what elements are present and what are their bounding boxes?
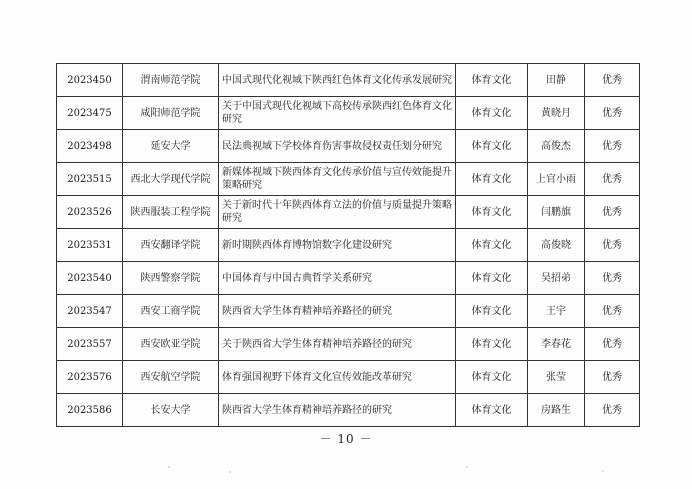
- cell-category: 体育文化: [456, 97, 528, 130]
- cell-category: 体育文化: [456, 295, 528, 328]
- results-table-body: [57, 64, 640, 427]
- table-row: [57, 64, 640, 97]
- cell-category: 体育文化: [456, 163, 528, 196]
- cell-title: 新媒体视域下陕西体育文化传承价值与宣传效能提升策略研究: [219, 163, 456, 196]
- cell-project-id: 2023531: [57, 229, 123, 262]
- cell-level: 优秀: [585, 328, 640, 361]
- cell-category: 体育文化: [456, 328, 528, 361]
- cell-category: 体育文化: [456, 130, 528, 163]
- cell-title: 关于陕西省大学生体育精神培养路径的研究: [219, 328, 456, 361]
- cell-title: 中国式现代化视域下陕西红色体育文化传承发展研究: [219, 64, 456, 97]
- cell-project-id: 2023586: [57, 394, 123, 427]
- cell-title: 关于中国式现代化视域下高校传承陕西红色体育文化研究: [219, 97, 456, 130]
- cell-person: 闫鹏旗: [528, 196, 585, 229]
- cell-project-id: 2023576: [57, 361, 123, 394]
- table-row: [57, 229, 640, 262]
- cell-person: 房路生: [528, 394, 585, 427]
- cell-title: 关于新时代十年陕西体育立法的价值与质量提升策略研究: [219, 196, 456, 229]
- cell-school: 渭南师范学院: [123, 64, 219, 97]
- scan-speck: [168, 466, 170, 468]
- cell-title: 中国体育与中国古典哲学关系研究: [219, 262, 456, 295]
- cell-category: 体育文化: [456, 262, 528, 295]
- scan-speck: [229, 471, 231, 473]
- cell-school: 西北大学现代学院: [123, 163, 219, 196]
- cell-person: 张莹: [528, 361, 585, 394]
- cell-school: 长安大学: [123, 394, 219, 427]
- table-row: [57, 328, 640, 361]
- cell-level: 优秀: [585, 262, 640, 295]
- cell-school: 咸阳师范学院: [123, 97, 219, 130]
- cell-person: 黄晓月: [528, 97, 585, 130]
- cell-level: 优秀: [585, 130, 640, 163]
- cell-category: 体育文化: [456, 361, 528, 394]
- cell-person: 田静: [528, 64, 585, 97]
- cell-project-id: 2023450: [57, 64, 123, 97]
- cell-school: 西安欧亚学院: [123, 328, 219, 361]
- cell-project-id: 2023526: [57, 196, 123, 229]
- cell-project-id: 2023515: [57, 163, 123, 196]
- cell-category: 体育文化: [456, 196, 528, 229]
- cell-title: 陕西省大学生体育精神培养路径的研究: [219, 394, 456, 427]
- table-row: [57, 394, 640, 427]
- table-row: [57, 163, 640, 196]
- cell-school: 陕西服装工程学院: [123, 196, 219, 229]
- table-row: [57, 97, 640, 130]
- results-table: [56, 63, 640, 427]
- cell-school: 西安工商学院: [123, 295, 219, 328]
- cell-level: 优秀: [585, 163, 640, 196]
- table-row: [57, 196, 640, 229]
- cell-project-id: 2023547: [57, 295, 123, 328]
- cell-person: 高俊杰: [528, 130, 585, 163]
- cell-level: 优秀: [585, 64, 640, 97]
- cell-project-id: 2023557: [57, 328, 123, 361]
- cell-level: 优秀: [585, 229, 640, 262]
- table-row: [57, 295, 640, 328]
- table-row: [57, 262, 640, 295]
- cell-school: 西安航空学院: [123, 361, 219, 394]
- cell-level: 优秀: [585, 196, 640, 229]
- cell-title: 新时期陕西体育博物馆数字化建设研究: [219, 229, 456, 262]
- cell-person: 李春花: [528, 328, 585, 361]
- cell-school: 西安翻译学院: [123, 229, 219, 262]
- cell-level: 优秀: [585, 361, 640, 394]
- cell-title: 民法典视域下学校体育伤害事故侵权责任划分研究: [219, 130, 456, 163]
- cell-project-id: 2023475: [57, 97, 123, 130]
- cell-person: 王宇: [528, 295, 585, 328]
- cell-school: 延安大学: [123, 130, 219, 163]
- scan-speck: [466, 466, 468, 468]
- cell-category: 体育文化: [456, 64, 528, 97]
- cell-person: 吴招弟: [528, 262, 585, 295]
- cell-title: 体育强国视野下体育文化宣传效能改革研究: [219, 361, 456, 394]
- cell-category: 体育文化: [456, 229, 528, 262]
- cell-level: 优秀: [585, 394, 640, 427]
- cell-project-id: 2023540: [57, 262, 123, 295]
- cell-level: 优秀: [585, 97, 640, 130]
- scan-speck: [602, 470, 604, 472]
- page-number: － 10 －: [319, 432, 373, 446]
- cell-person: 上官小雨: [528, 163, 585, 196]
- cell-person: 高俊晓: [528, 229, 585, 262]
- table-row: [57, 361, 640, 394]
- table-row: [57, 130, 640, 163]
- cell-school: 陕西警察学院: [123, 262, 219, 295]
- cell-category: 体育文化: [456, 394, 528, 427]
- cell-title: 陕西省大学生体育精神培养路径的研究: [219, 295, 456, 328]
- cell-level: 优秀: [585, 295, 640, 328]
- cell-project-id: 2023498: [57, 130, 123, 163]
